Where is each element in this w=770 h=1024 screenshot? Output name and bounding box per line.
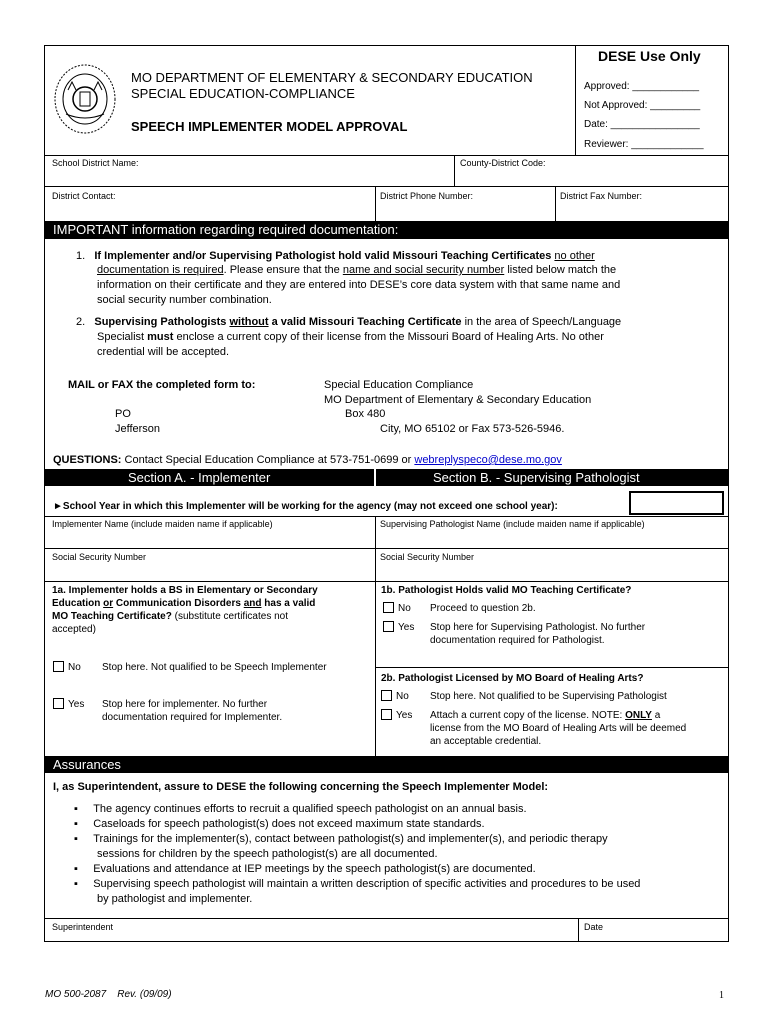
- superintendent-field[interactable]: Superintendent: [52, 922, 114, 932]
- section-a-title: Section A. - Implementer: [128, 470, 271, 485]
- questions-text: Contact Special Education Compliance at 573-751-0699 or: [124, 454, 412, 466]
- q1a-l2c: has a valid: [264, 598, 316, 609]
- row-line-2b: [375, 667, 729, 668]
- important-item-2-line3: credential will be accepted.: [97, 346, 230, 358]
- assurance-bullet-2: ▪ Caseloads for speech pathologist(s) does not exceed maximum state standards.: [74, 818, 485, 830]
- questions-label: QUESTIONS:: [53, 454, 122, 466]
- q2b-label: 2b. Pathologist Licensed by MO Board of Healing Arts?: [381, 673, 644, 684]
- date-field[interactable]: Date: [584, 922, 604, 932]
- q1a-yes-option[interactable]: [53, 698, 84, 710]
- q1b-yes-option[interactable]: [383, 621, 414, 633]
- section-b-bar: [376, 469, 728, 486]
- item2-line2a: Specialist: [97, 331, 145, 343]
- assurance-bullet-5-cont: by pathologist and implementer.: [97, 893, 253, 905]
- q1a-line2: [52, 598, 315, 609]
- q1a-yes-label: Yes: [68, 699, 85, 710]
- important-item-1-line4: social security number combination.: [97, 294, 272, 306]
- item1-underline-2: documentation is required: [97, 264, 224, 276]
- item1-rest-1: . Please ensure that the: [223, 264, 340, 276]
- item2-bold-1: Supervising Pathologists: [94, 316, 227, 328]
- assurance-bullet-5: ▪ Supervising speech pathologist will maintain a written description of specific activities and procedures to be used: [74, 878, 641, 890]
- item1-underline-3: name and social security number: [342, 264, 505, 276]
- address-line-1: Special Education Compliance: [324, 379, 474, 391]
- q1b-yes-label: Yes: [398, 622, 415, 633]
- q1a-yes-text-2: documentation required for Implementer.: [102, 712, 283, 723]
- item1-underline-1: no other: [554, 250, 595, 262]
- item2-line2b: enclose a current copy of their license from the Missouri Board of Healing Arts. No other: [176, 331, 604, 343]
- assurance-bullet-3: ▪ Trainings for the implementer(s), contact between pathologist(s) and implementer(s), and periodic therapy: [74, 833, 608, 845]
- q1b-yes-text-2: documentation required for Pathologist.: [430, 635, 605, 646]
- frame-bottom: [44, 941, 729, 942]
- bullet-text: Supervising speech pathologist will maintain a written description of specific activities and procedures to be used: [93, 878, 641, 890]
- implementer-name-field[interactable]: Implementer Name (include maiden name if applicable): [52, 519, 273, 529]
- important-item-1-line3: information on their certificate and they are entered into DESE’s core data system with that same name and: [97, 279, 621, 291]
- bullet-text: Trainings for the implementer(s), contact between pathologist(s) and implementer(s), and periodic therapy: [93, 833, 608, 845]
- item2-underline: without: [229, 316, 269, 328]
- item2-must: must: [147, 331, 174, 343]
- address-line-2: MO Department of Elementary & Secondary Education: [324, 394, 592, 406]
- school-district-field[interactable]: School District Name:: [52, 158, 139, 168]
- q1a-l3b: (substitute certificates not: [174, 611, 289, 622]
- q1a-l2b: Communication Disorders: [115, 598, 241, 609]
- item1-bold: If Implementer and/or Supervising Pathologist hold valid Missouri Teaching Certificates: [94, 250, 552, 262]
- address-city: City, MO 65102 or Fax 573-526-5946.: [380, 423, 565, 435]
- row-line-1: [44, 155, 729, 156]
- q2b-no-label: No: [396, 691, 409, 702]
- important-bar: [45, 221, 728, 239]
- q2b-yes-text-2: license from the MO Board of Healing Arts will be deemed: [430, 723, 687, 734]
- dept-line-1: MO DEPARTMENT OF ELEMENTARY & SECONDARY EDUCATION: [131, 70, 533, 85]
- frame-right: [728, 45, 729, 942]
- dese-box-left: [575, 45, 576, 155]
- form-title: SPEECH IMPLEMENTER MODEL APPROVAL: [131, 119, 408, 134]
- questions-line: [53, 454, 562, 466]
- frame-top: [44, 45, 729, 46]
- q1b-no-checkbox[interactable]: [383, 602, 394, 613]
- county-code-field[interactable]: County-District Code:: [460, 158, 546, 168]
- q1a-no-label: No: [68, 662, 81, 673]
- q2b-yes-text-3: an acceptable credential.: [430, 736, 542, 747]
- col-line-date: [578, 918, 579, 942]
- row-line-signature: [44, 918, 729, 919]
- q1a-no-checkbox[interactable]: [53, 661, 64, 672]
- district-fax-field[interactable]: District Fax Number:: [560, 191, 643, 201]
- q2b-only: ONLY: [625, 710, 652, 721]
- dese-date: Date: ________________: [584, 119, 700, 130]
- q2b-yes-option[interactable]: [381, 709, 412, 721]
- important-item-2: [76, 316, 621, 328]
- q1a-yes-text-1: Stop here for implementer. No further: [102, 699, 268, 710]
- q1a-yes-checkbox[interactable]: [53, 698, 64, 709]
- item2-bold-2: a valid Missouri Teaching Certificate: [271, 316, 462, 328]
- item2-rest-1: in the area of Speech/Language: [464, 316, 622, 328]
- q2b-no-option[interactable]: [381, 690, 409, 702]
- address-box: Box 480: [345, 408, 386, 420]
- dese-approved: Approved: ____________: [584, 81, 700, 92]
- form-number: MO 500-2087 Rev. (09/09): [45, 989, 172, 1000]
- email-link[interactable]: webreplyspeco@dese.mo.gov: [414, 454, 562, 466]
- important-item-2-line2: [97, 331, 604, 343]
- q1b-label: 1b. Pathologist Holds valid MO Teaching Certificate?: [381, 585, 632, 596]
- section-a-bar: [45, 469, 374, 486]
- item1-rest-2: listed below match the: [507, 264, 617, 276]
- implementer-ssn-field[interactable]: Social Security Number: [52, 552, 147, 562]
- q1a-no-option[interactable]: [53, 661, 81, 673]
- q2b-yes-1b: a: [654, 710, 661, 721]
- q1a-and: and: [243, 598, 262, 609]
- page-number: 1: [719, 990, 724, 1001]
- address-po: PO: [115, 408, 131, 420]
- q1b-no-option[interactable]: [383, 602, 411, 614]
- assurance-bullet-4: ▪ Evaluations and attendance at IEP meetings by the speech pathologist(s) are documented.: [74, 863, 536, 875]
- important-title: IMPORTANT information regarding required documentation:: [53, 222, 399, 237]
- dept-line-2: SPECIAL EDUCATION-COMPLIANCE: [131, 86, 355, 101]
- row-line-questions: [44, 581, 729, 582]
- assurances-bar: [45, 756, 728, 773]
- school-year-input[interactable]: [629, 491, 724, 515]
- mail-label: MAIL or FAX the completed form to:: [68, 379, 256, 391]
- q2b-no-checkbox[interactable]: [381, 690, 392, 701]
- q2b-yes-label: Yes: [396, 710, 413, 721]
- q1a-no-text: Stop here. Not qualified to be Speech Implementer: [102, 662, 327, 673]
- q1a-l2a: Education: [52, 598, 101, 609]
- assurances-title: Assurances: [53, 757, 121, 772]
- dese-reviewer: Reviewer: _____________: [584, 139, 704, 150]
- district-phone-field[interactable]: District Phone Number:: [380, 191, 474, 201]
- important-item-1-line2: [97, 264, 616, 276]
- school-year-label: ►School Year in which this Implementer will be working for the agency (may not exceed one school year):: [53, 501, 558, 512]
- pathologist-name-field[interactable]: Supervising Pathologist Name (include maiden name if applicable): [380, 519, 645, 529]
- bullet-text: Caseloads for speech pathologist(s) does not exceed maximum state standards.: [93, 818, 485, 830]
- q1b-no-text: Proceed to question 2b.: [430, 603, 536, 614]
- row-line-2: [44, 186, 729, 187]
- row-line-ssn: [44, 548, 729, 549]
- bullet-text: The agency continues efforts to recruit a qualified speech pathologist on an annual basis.: [93, 803, 527, 815]
- section-b-title: Section B. - Supervising Pathologist: [433, 470, 640, 485]
- pathologist-ssn-field[interactable]: Social Security Number: [380, 552, 475, 562]
- district-contact-field[interactable]: District Contact:: [52, 191, 116, 201]
- q2b-yes-checkbox[interactable]: [381, 709, 392, 720]
- assurance-bullet-3-cont: sessions for children by the speech pathologist(s) are all documented.: [97, 848, 438, 860]
- assurances-intro: I, as Superintendent, assure to DESE the following concerning the Speech Implementer Model:: [53, 781, 549, 793]
- important-item-1: [76, 249, 716, 264]
- q1a-line1: 1a. Implementer holds a BS in Elementary or Secondary: [52, 585, 318, 596]
- q1b-yes-checkbox[interactable]: [383, 621, 394, 632]
- q1a-line4: accepted): [52, 624, 96, 635]
- col-line-ab: [375, 516, 376, 758]
- frame-left: [44, 45, 45, 942]
- q1a-or: or: [103, 598, 114, 609]
- q1b-yes-text-1: Stop here for Supervising Pathologist. No further: [430, 622, 646, 633]
- col-line-phone: [375, 186, 376, 221]
- dese-box-title: DESE Use Only: [598, 48, 701, 64]
- col-line-fax: [555, 186, 556, 221]
- bullet-text: Evaluations and attendance at IEP meetings by the speech pathologist(s) are documented.: [93, 863, 536, 875]
- col-line-county: [454, 155, 455, 187]
- item-number: 2.: [76, 316, 86, 328]
- q1a-line3: [52, 611, 288, 622]
- q1a-l3a: MO Teaching Certificate?: [52, 611, 172, 622]
- q2b-yes-1a: Attach a current copy of the license. NOTE:: [430, 710, 623, 721]
- assurance-bullet-1: ▪ The agency continues efforts to recruit a qualified speech pathologist on an annual basis.: [74, 803, 527, 815]
- q2b-no-text: Stop here. Not qualified to be Supervising Pathologist: [430, 691, 667, 702]
- address-jefferson: Jefferson: [115, 423, 161, 435]
- item-number: 1.: [76, 250, 86, 262]
- dese-not-approved: Not Approved: _________: [584, 100, 701, 111]
- q2b-yes-text-1: [430, 710, 660, 721]
- q1b-no-label: No: [398, 603, 411, 614]
- row-line-name: [44, 516, 729, 517]
- state-seal-icon: [52, 62, 118, 136]
